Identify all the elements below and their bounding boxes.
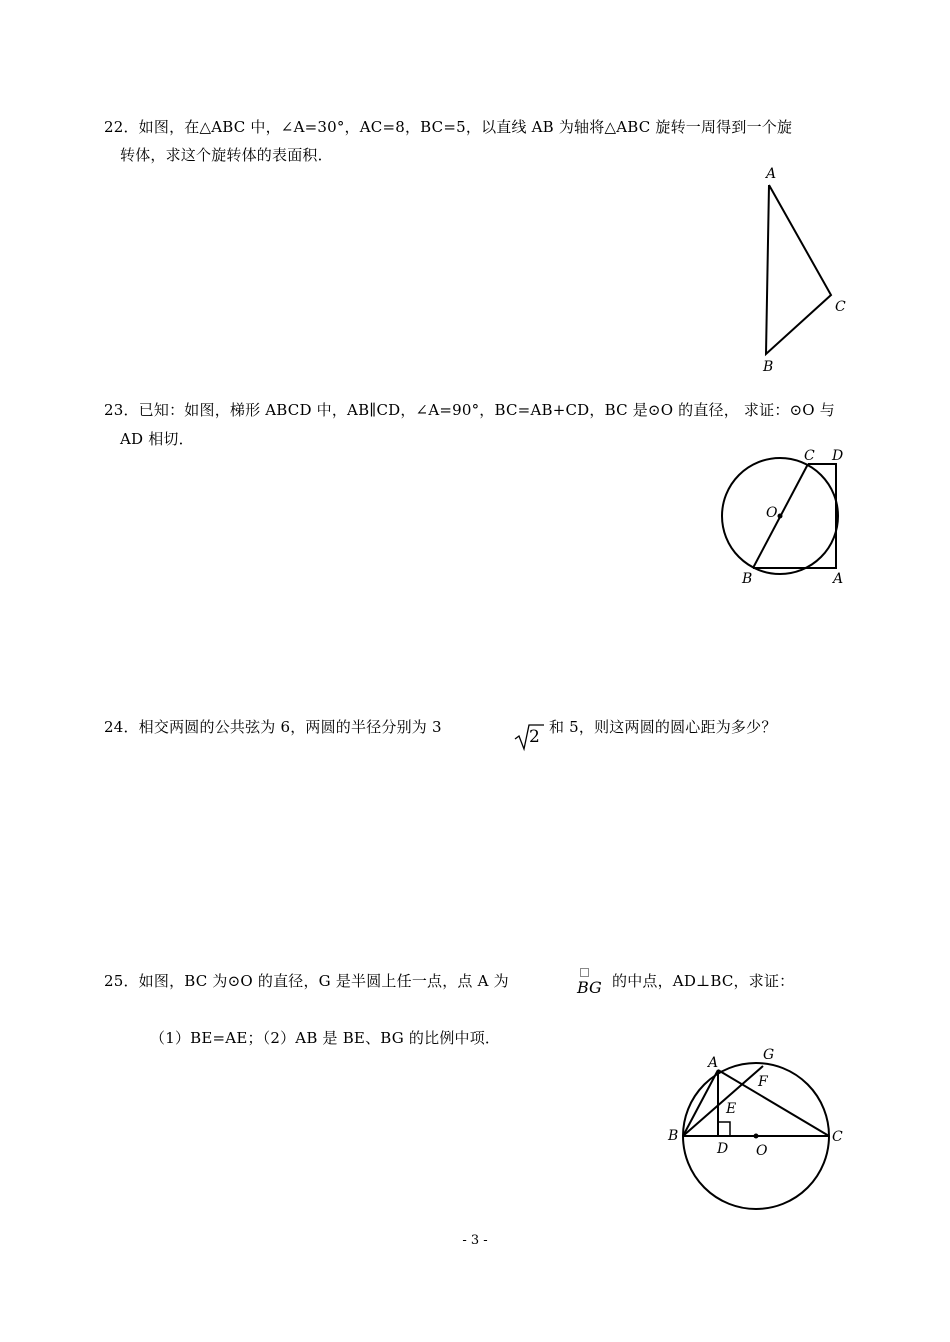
problem-25-text-before: 25．如图，BC 为⊙O 的直径，G 是半圆上任一点，点 A 为: [104, 972, 509, 990]
arc-label: BG: [577, 978, 602, 997]
trapezoid-circle-figure: [720, 445, 860, 590]
triangle-abc: [766, 185, 831, 354]
arc-mark: [580, 968, 589, 977]
problem-24-text-after: 和 5，则这两圆的圆心距为多少？: [549, 718, 777, 736]
label-b: B: [742, 571, 753, 587]
problem-25-text-after: 的中点，AD⊥BC，求证：: [612, 972, 795, 990]
label-a: A: [708, 1055, 719, 1071]
semicircle-figure: [660, 1040, 860, 1220]
page-number: - 3 -: [462, 1233, 488, 1248]
label-b: B: [668, 1128, 679, 1144]
arc-bg-notation: [577, 966, 611, 1002]
center-o: [778, 514, 783, 519]
label-d: D: [832, 448, 844, 464]
label-b: B: [763, 359, 774, 375]
problem-24-text-before: 24．相交两圆的公共弦为 6，两圆的半径分别为 3: [104, 718, 442, 736]
problem-22-line1: 22．如图，在△ABC 中，∠A=30°，AC=8，BC=5，以直线 AB 为轴将△ABC 旋转一周得到一个旋: [104, 118, 793, 136]
label-f: F: [758, 1074, 768, 1090]
label-c: C: [832, 1129, 843, 1145]
label-a: A: [833, 571, 844, 587]
label-d: D: [717, 1141, 729, 1157]
problem-22-line2: 转体，求这个旋转体的表面积．: [120, 146, 333, 164]
label-o: O: [756, 1143, 768, 1159]
problem-23-line2: AD 相切．: [120, 430, 194, 448]
problem-25-line2: （1）BE=AE；（2）AB 是 BE、BG 的比例中项．: [150, 1029, 501, 1047]
label-e: E: [726, 1101, 737, 1117]
problem-23-line1: 23．已知：如图，梯形 ABCD 中，AB∥CD，∠A=90°，BC=AB+CD，BC 是⊙O 的直径， 求证：⊙O 与: [104, 401, 835, 419]
sqrt-value: 2: [529, 727, 540, 747]
label-o: O: [766, 505, 778, 521]
label-c: C: [804, 448, 815, 464]
label-a: A: [766, 166, 777, 182]
label-c: C: [835, 299, 846, 315]
center-o: [754, 1134, 759, 1139]
chord-bg: [683, 1066, 763, 1136]
chord-ab: [683, 1070, 718, 1136]
right-angle-mark: [718, 1122, 730, 1136]
triangle-abc-figure: [750, 160, 860, 380]
label-g: G: [763, 1047, 775, 1063]
